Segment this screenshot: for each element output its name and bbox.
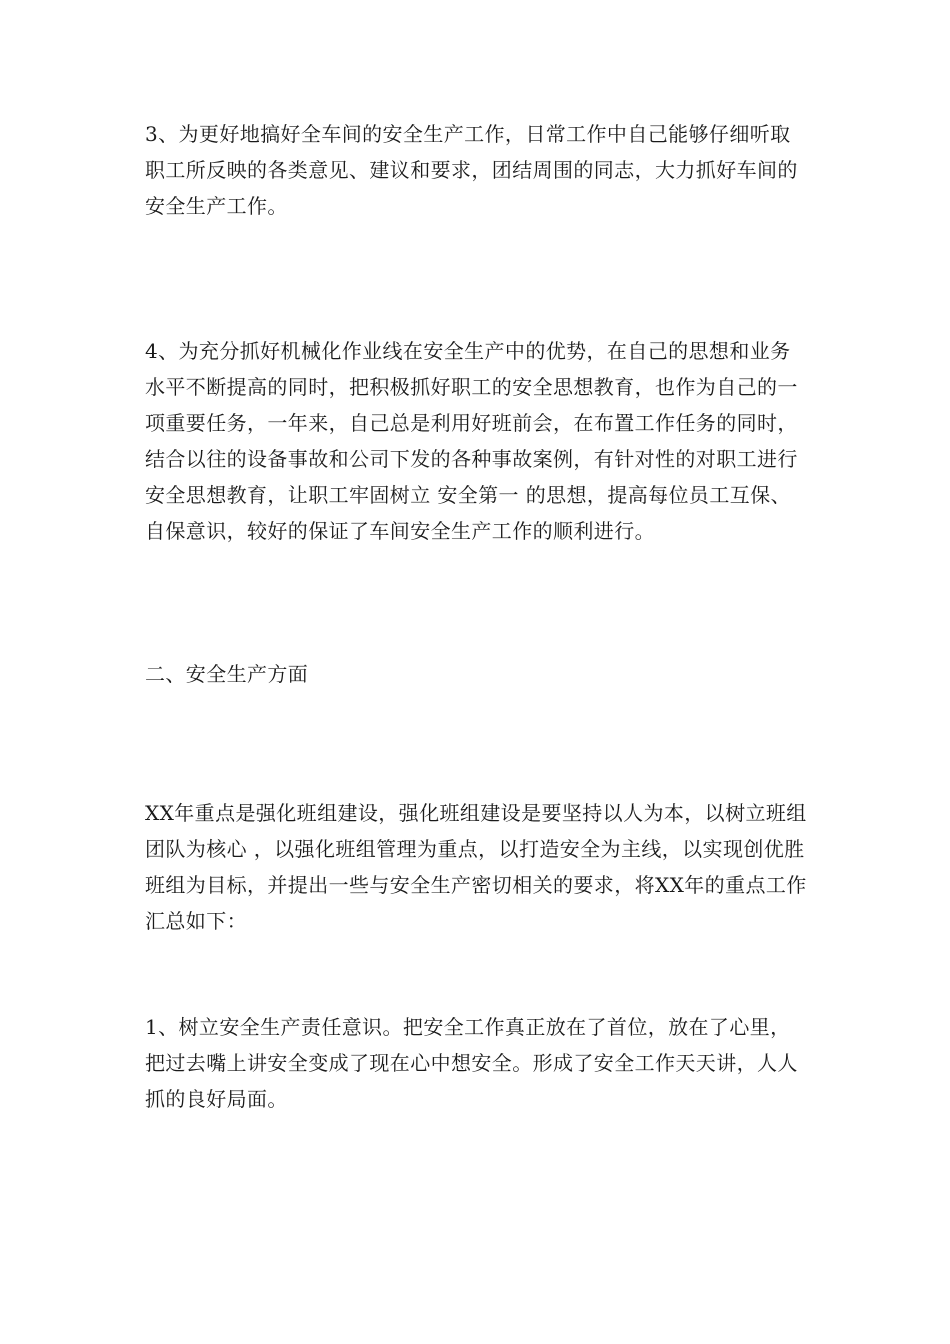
paragraph-item-3: 3、为更好地搞好全车间的安全生产工作，日常工作中自己能够仔细听取职工所反映的各类意见、建议和要求，团结周围的同志，大力抓好车间的安全生产工作。 bbox=[145, 122, 798, 218]
paragraph-item-4: 4、为充分抓好机械化作业线在安全生产中的优势，在自己的思想和业务水平不断提高的同时，把积极抓好职工的安全思想教育，也作为自己的一项重要任务，一年来，自己总是利用好班前会，在布置工作任务的同时，结合以往的设备事故和公司下发的各种事故案例，有针对性的对职工进行安全思想教育，让职工牢固树立 安全第一 的思想，提高每位员工互保、自保意识，较好的保证了车间安全生产工作的顺利进行。 bbox=[145, 339, 798, 543]
paragraph-item-1: 1、树立安全生产责任意识。把安全工作真正放在了首位，放在了心里，把过去嘴上讲安全变成了现在心中想安全。形成了安全工作天天讲，人人抓的良好局面。 bbox=[145, 1015, 798, 1111]
section-heading-safety-production: 二、安全生产方面 bbox=[145, 662, 309, 686]
paragraph-yearly-focus: XX年重点是强化班组建设，强化班组建设是要坚持以人为本，以树立班组团队为核心 ，以强化班组管理为重点，以打造安全为主线，以实现创优胜班组为目标，并提出一些与安全生产密切相关的要求，将XX年的重点工作汇总如下： bbox=[145, 801, 807, 933]
